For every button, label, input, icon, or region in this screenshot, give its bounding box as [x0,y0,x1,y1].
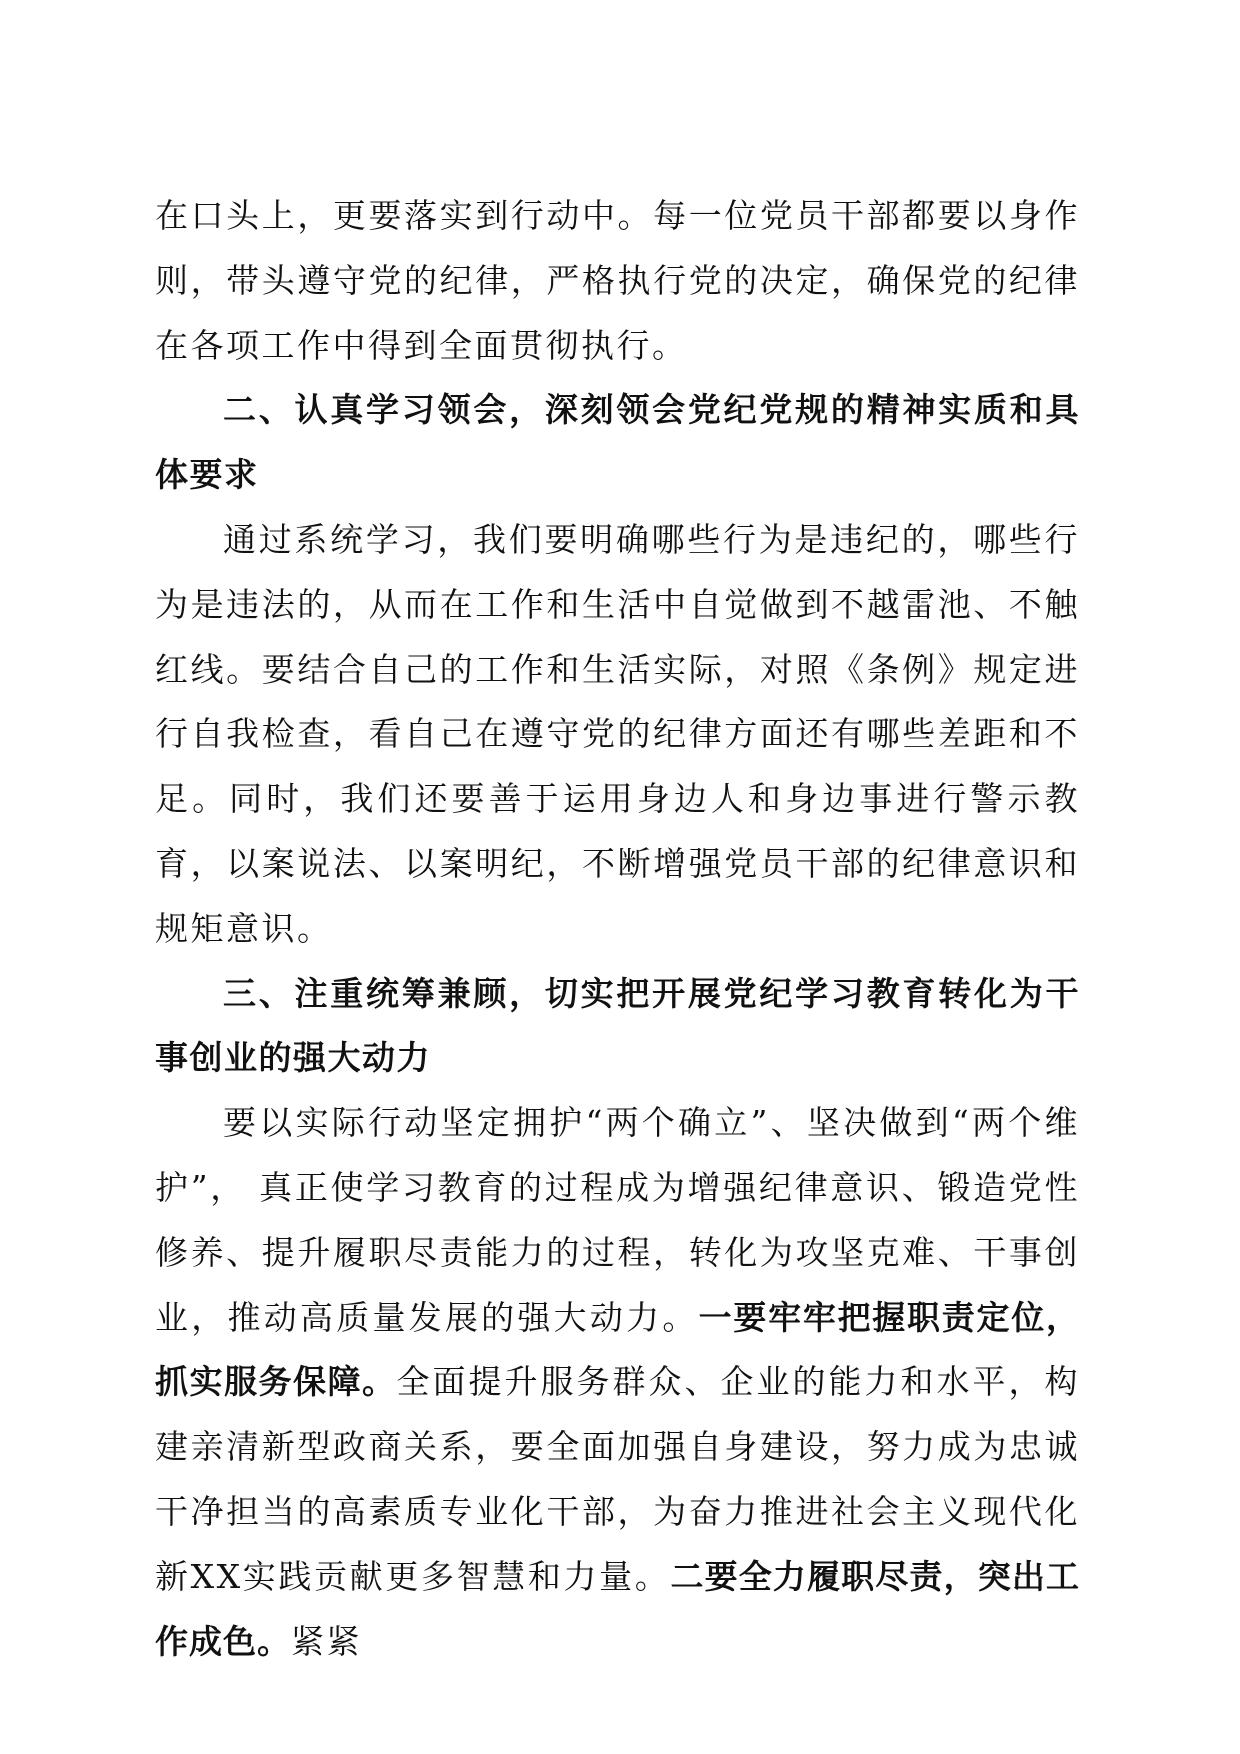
section-3-body-text: 要以实际行动坚定拥护“两个确立”、坚决做到“两个维护”， 真正使学习教育的过程成为增强纪律意识、锻造党性修养、提升履职尽责能力的过程，转化为攻坚克难、干事创业，推动高质量发展的强大动力。 [155,1103,1080,1337]
section-3-point-1: 一要牢牢把握职责定位，抓实服务保障。 [155,1297,1081,1402]
paragraph-continuation: 在口头上，更要落实到行动中。每一位党员干部都要以身作则，带头遵守党的纪律，严格执行党的决定，确保党的纪律在各项工作中得到全面贯彻执行。 [155,196,1080,365]
section-3-body [155,1091,1080,1674]
section-2-heading: 二、认真学习领会，深刻领会党纪党规的精神实质和具体要求 [155,390,1080,495]
section-2-body: 通过系统学习，我们要明确哪些行为是违纪的，哪些行为是违法的，从而在工作和生活中自觉做到不越雷池、不触红线。要结合自己的工作和生活实际，对照《条例》规定进行自我检查，看自己在遵守党的纪律方面还有哪些差距和不足。同时，我们还要善于运用身边人和身边事进行警示教育，以案说法、以案明纪，不断增强党员干部的纪律意识和规矩意识。 [155,519,1080,948]
section-3-heading: 三、注重统筹兼顾，切实把开展党纪学习教育转化为干事创业的强大动力 [155,973,1080,1078]
document-body [155,184,1080,1674]
section-3-point-2: 二要全力履职尽责，突出工作成色。 [155,1556,1080,1661]
section-3-body-text-3: 紧紧 [291,1621,362,1661]
section-3-body-text-2: 全面提升服务群众、企业的能力和水平，构建亲清新型政商关系，要全面加强自身建设，努力成为忠诚干净担当的高素质专业化干部，为奋力推进社会主义现代化新XX实践贡献更多智慧和力量。 [155,1362,1080,1596]
